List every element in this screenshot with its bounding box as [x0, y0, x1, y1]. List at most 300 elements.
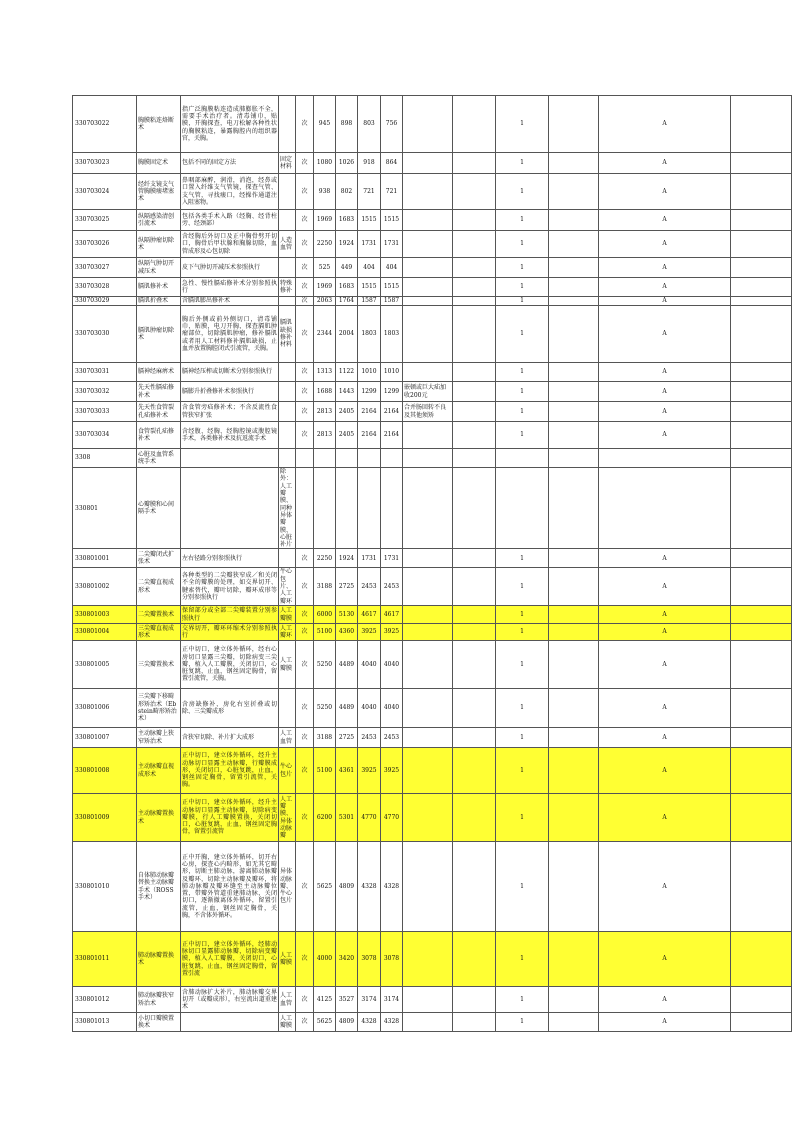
excluded-content: 人工瓣膜	[279, 932, 296, 987]
blank-col	[453, 842, 496, 932]
price-level-4: 1515	[381, 278, 403, 297]
pricing-unit: 次	[296, 278, 314, 297]
price-level-1: 1688	[314, 382, 336, 402]
excluded-content	[279, 363, 296, 382]
item-content	[181, 449, 279, 468]
category-flag: 1	[496, 258, 549, 278]
item-code: 330801010	[73, 842, 137, 932]
category-flag: 1	[496, 306, 549, 363]
note	[403, 278, 453, 297]
note	[403, 468, 453, 549]
blank-col	[731, 794, 792, 842]
price-level-4: 4040	[381, 641, 403, 689]
blank-col	[731, 606, 792, 624]
class-code: A	[599, 932, 731, 987]
category-flag: 1	[496, 624, 549, 641]
price-level-1	[314, 449, 336, 468]
item-name: 膈肌修补术	[137, 278, 181, 297]
item-name: 主动脉瓣置换术	[137, 794, 181, 842]
table-row	[73, 210, 792, 231]
note	[403, 794, 453, 842]
blank-col	[549, 468, 599, 549]
class-code: A	[599, 641, 731, 689]
price-level-3: 404	[358, 258, 381, 278]
price-level-1: 5625	[314, 1013, 336, 1032]
price-table	[72, 95, 792, 1032]
item-content: 含狭窄切除、补片扩大成形	[181, 728, 279, 748]
class-code: A	[599, 278, 731, 297]
price-level-1: 525	[314, 258, 336, 278]
pricing-unit: 次	[296, 153, 314, 174]
item-code: 330801	[73, 468, 137, 549]
category-flag: 1	[496, 231, 549, 258]
blank-col	[453, 549, 496, 568]
excluded-content: 人工瓣膜	[279, 1013, 296, 1032]
blank-col	[549, 174, 599, 210]
pricing-unit: 次	[296, 174, 314, 210]
excluded-content: 膈肌缺损修补材料	[279, 306, 296, 363]
blank-col	[731, 174, 792, 210]
category-flag: 1	[496, 728, 549, 748]
price-level-1: 1969	[314, 278, 336, 297]
price-level-4: 864	[381, 153, 403, 174]
table-row	[73, 728, 792, 748]
item-code: 330801008	[73, 748, 137, 794]
pricing-unit: 次	[296, 422, 314, 449]
blank-col	[549, 748, 599, 794]
pricing-unit: 次	[296, 932, 314, 987]
table-row	[73, 641, 792, 689]
item-content: 正中切口，建立体外循环，经升主动脉切口显露主动脉瓣，切除病变瓣膜，行人工瓣膜置换，关闭切口，心脏复跳，止血，钢丝固定胸骨，留置引流管	[181, 794, 279, 842]
blank-col	[453, 153, 496, 174]
pricing-unit	[296, 468, 314, 549]
blank-col	[453, 306, 496, 363]
item-content	[181, 468, 279, 549]
item-content: 指广泛胸膜粘连造成肺膨胀不全，需要手术治疗者。清毒铺巾，贴膜，开胸探查，电刀松解各种性状的胸膜粘连，暴露胸腔内的组织器官，关胸。	[181, 96, 279, 153]
table-row	[73, 794, 792, 842]
class-code: A	[599, 728, 731, 748]
note	[403, 210, 453, 231]
item-code: 330801013	[73, 1013, 137, 1032]
price-level-1: 5100	[314, 748, 336, 794]
item-code: 330703030	[73, 306, 137, 363]
item-content: 膈膨升折叠修补术参照执行	[181, 382, 279, 402]
price-level-4: 1515	[381, 210, 403, 231]
item-code: 330801002	[73, 568, 137, 606]
price-level-4: 2164	[381, 402, 403, 422]
item-content: 鼻咽部麻醉，润滑，消泡，经鼻或口置入纤维支气管镜，探查气管、支气管，寻找瘘口，经操作通道注入阻塞物。	[181, 174, 279, 210]
excluded-content: 牛心包片、人工瓣环	[279, 568, 296, 606]
table-row	[73, 363, 792, 382]
pricing-unit: 次	[296, 96, 314, 153]
pricing-unit: 次	[296, 987, 314, 1013]
blank-col	[453, 174, 496, 210]
class-code: A	[599, 96, 731, 153]
class-code: A	[599, 748, 731, 794]
pricing-unit: 次	[296, 606, 314, 624]
price-level-1: 4000	[314, 932, 336, 987]
pricing-unit: 次	[296, 402, 314, 422]
table-row	[73, 258, 792, 278]
price-level-4: 4040	[381, 689, 403, 728]
price-level-2: 2405	[336, 422, 358, 449]
category-flag: 1	[496, 402, 549, 422]
category-flag: 1	[496, 606, 549, 624]
price-level-3: 4770	[358, 794, 381, 842]
item-content: 各种类型的二尖瓣狭窄成／和关闭不全的瓣膜的处理，如交界切开、腱索替代，瓣叶切除，瓣环成形等分别参照执行	[181, 568, 279, 606]
table-row	[73, 568, 792, 606]
price-level-1: 2344	[314, 306, 336, 363]
note	[403, 624, 453, 641]
item-code: 330801004	[73, 624, 137, 641]
item-code: 330703026	[73, 231, 137, 258]
blank-col	[731, 306, 792, 363]
class-code: A	[599, 231, 731, 258]
blank-col	[549, 382, 599, 402]
price-level-3: 3174	[358, 987, 381, 1013]
class-code: A	[599, 624, 731, 641]
blank-col	[453, 1013, 496, 1032]
class-code: A	[599, 422, 731, 449]
table-row	[73, 306, 792, 363]
blank-col	[549, 449, 599, 468]
excluded-content: 人工血管	[279, 987, 296, 1013]
excluded-content: 牛心包片	[279, 748, 296, 794]
price-level-2: 1443	[336, 382, 358, 402]
item-code: 330703033	[73, 402, 137, 422]
class-code: A	[599, 1013, 731, 1032]
item-name: 膈神经麻痹术	[137, 363, 181, 382]
pricing-unit: 次	[296, 231, 314, 258]
category-flag: 1	[496, 297, 549, 306]
note	[403, 1013, 453, 1032]
item-name: 自体肺动脉瓣替换主动脉瓣手术（ROSS手术）	[137, 842, 181, 932]
blank-col	[549, 231, 599, 258]
price-level-4: 1731	[381, 549, 403, 568]
item-code: 330801011	[73, 932, 137, 987]
blank-col	[731, 363, 792, 382]
blank-col	[453, 210, 496, 231]
table-row	[73, 422, 792, 449]
pricing-unit: 次	[296, 568, 314, 606]
excluded-content	[279, 449, 296, 468]
price-level-4: 3925	[381, 624, 403, 641]
price-level-1: 6000	[314, 606, 336, 624]
item-content: 胸后外侧或前外侧切口，清毒铺巾，贴膜，电刀开胸，探查膈肌肿瘤部位，切除膈肌肿瘤，修补膈肌或者用人工材料修补膈肌缺损，止血并放置胸腔闭式引流管，关胸。	[181, 306, 279, 363]
category-flag: 1	[496, 568, 549, 606]
excluded-content: 除外：人工瓣膜、同种异体瓣膜、心脏补片	[279, 468, 296, 549]
item-name: 先天性膈疝修补术	[137, 382, 181, 402]
table-row	[73, 606, 792, 624]
blank-col	[453, 297, 496, 306]
blank-col	[731, 1013, 792, 1032]
blank-col	[453, 422, 496, 449]
category-flag: 1	[496, 932, 549, 987]
blank-col	[453, 568, 496, 606]
item-name: 心瓣膜和心间隔手术	[137, 468, 181, 549]
note	[403, 549, 453, 568]
price-level-4: 3078	[381, 932, 403, 987]
item-content: 包括各类手术入路（经胸、经背柱旁、经颈部）	[181, 210, 279, 231]
excluded-content	[279, 549, 296, 568]
item-code: 330703032	[73, 382, 137, 402]
price-level-2: 2725	[336, 568, 358, 606]
table-row	[73, 153, 792, 174]
note: 合并肠回转不良及其他须矫	[403, 402, 453, 422]
pricing-unit	[296, 449, 314, 468]
excluded-content	[279, 689, 296, 728]
item-code: 330703023	[73, 153, 137, 174]
class-code: A	[599, 549, 731, 568]
category-flag	[496, 449, 549, 468]
blank-col	[453, 689, 496, 728]
blank-col	[549, 210, 599, 231]
excluded-content	[279, 258, 296, 278]
excluded-content: 人工瓣环	[279, 624, 296, 641]
price-level-1: 4125	[314, 987, 336, 1013]
blank-col	[453, 987, 496, 1013]
price-level-4	[381, 449, 403, 468]
blank-col	[731, 689, 792, 728]
excluded-content: 固定材料	[279, 153, 296, 174]
pricing-unit: 次	[296, 748, 314, 794]
item-code: 330801012	[73, 987, 137, 1013]
blank-col	[731, 468, 792, 549]
blank-col	[731, 641, 792, 689]
note	[403, 258, 453, 278]
excluded-content: 人工瓣膜	[279, 641, 296, 689]
class-code: A	[599, 297, 731, 306]
class-code: A	[599, 842, 731, 932]
blank-col	[731, 153, 792, 174]
item-name: 肺动脉瓣置换术	[137, 932, 181, 987]
blank-col	[549, 568, 599, 606]
category-flag: 1	[496, 987, 549, 1013]
excluded-content	[279, 96, 296, 153]
pricing-unit: 次	[296, 258, 314, 278]
item-code: 330703027	[73, 258, 137, 278]
price-level-1: 2250	[314, 231, 336, 258]
price-level-3: 2453	[358, 728, 381, 748]
note	[403, 987, 453, 1013]
item-code: 330703028	[73, 278, 137, 297]
price-level-4: 2453	[381, 728, 403, 748]
class-code: A	[599, 794, 731, 842]
note	[403, 842, 453, 932]
blank-col	[731, 624, 792, 641]
price-level-2: 2725	[336, 728, 358, 748]
price-level-2: 2004	[336, 306, 358, 363]
table-row	[73, 382, 792, 402]
price-level-3: 4040	[358, 689, 381, 728]
blank-col	[731, 728, 792, 748]
item-code: 330801001	[73, 549, 137, 568]
item-code: 330801007	[73, 728, 137, 748]
note	[403, 306, 453, 363]
blank-col	[453, 624, 496, 641]
item-content: 正中切口，建立体外循环，经肺动脉切口显露肺动脉瓣，切除病变瓣膜，植入人工瓣膜，关闭切口，心脏复跳，止血，钢丝固定胸骨，留置引流	[181, 932, 279, 987]
item-content: 膈神经压榨或切断术分别参照执行	[181, 363, 279, 382]
blank-col	[549, 297, 599, 306]
price-level-2: 3527	[336, 987, 358, 1013]
blank-col	[453, 449, 496, 468]
item-code: 330703034	[73, 422, 137, 449]
item-name: 先天性食管裂孔疝修补术	[137, 402, 181, 422]
note	[403, 748, 453, 794]
blank-col	[731, 748, 792, 794]
item-name: 三尖瓣置换术	[137, 641, 181, 689]
item-content: 正中切口，建立体外循环，经升主动脉切口显露主动脉瓣，行瓣膜成形，关闭切口，心脏复跳，止血，钢丝固定胸骨，留置引流管，关胸。	[181, 748, 279, 794]
blank-col	[731, 568, 792, 606]
price-level-4: 756	[381, 96, 403, 153]
note	[403, 96, 453, 153]
blank-col	[453, 382, 496, 402]
note	[403, 449, 453, 468]
price-level-2: 449	[336, 258, 358, 278]
item-code: 330703025	[73, 210, 137, 231]
price-level-3: 2453	[358, 568, 381, 606]
pricing-unit: 次	[296, 1013, 314, 1032]
price-level-3: 721	[358, 174, 381, 210]
class-code: A	[599, 382, 731, 402]
price-level-4: 4617	[381, 606, 403, 624]
blank-col	[731, 297, 792, 306]
price-level-4: 2453	[381, 568, 403, 606]
table-row	[73, 231, 792, 258]
pricing-unit: 次	[296, 297, 314, 306]
price-level-3: 4328	[358, 1013, 381, 1032]
price-level-2: 1683	[336, 278, 358, 297]
class-code: A	[599, 402, 731, 422]
note	[403, 606, 453, 624]
excluded-content: 人工瓣膜、异体动脉瓣	[279, 794, 296, 842]
price-level-1: 3188	[314, 728, 336, 748]
price-level-4	[381, 468, 403, 549]
blank-col	[731, 987, 792, 1013]
blank-col	[453, 606, 496, 624]
table-row	[73, 689, 792, 728]
item-name: 肺动脉瓣狭窄矫治术	[137, 987, 181, 1013]
blank-col	[549, 549, 599, 568]
price-level-2	[336, 468, 358, 549]
blank-col	[731, 449, 792, 468]
blank-col	[549, 422, 599, 449]
pricing-unit: 次	[296, 624, 314, 641]
price-level-1: 2813	[314, 422, 336, 449]
price-level-1: 1969	[314, 210, 336, 231]
item-name: 二尖瓣直视成形术	[137, 568, 181, 606]
price-level-3	[358, 468, 381, 549]
excluded-content: 异体动脉瓣、牛心包片	[279, 842, 296, 932]
item-name: 纵隔肿瘤切除术	[137, 231, 181, 258]
table-row	[73, 468, 792, 549]
price-level-4: 1010	[381, 363, 403, 382]
class-code: A	[599, 153, 731, 174]
price-level-4: 4328	[381, 842, 403, 932]
price-level-2: 5301	[336, 794, 358, 842]
price-level-1: 945	[314, 96, 336, 153]
price-level-2: 4809	[336, 842, 358, 932]
note	[403, 153, 453, 174]
price-level-1: 2813	[314, 402, 336, 422]
category-flag: 1	[496, 842, 549, 932]
item-name: 膈肌折叠术	[137, 297, 181, 306]
item-content: 含肺动脉扩大补片，肺动脉瓣交界切开（或瓣成形），右室流出道重建术	[181, 987, 279, 1013]
category-flag: 1	[496, 153, 549, 174]
blank-col	[453, 794, 496, 842]
excluded-content	[279, 402, 296, 422]
price-level-2: 898	[336, 96, 358, 153]
item-code: 330703022	[73, 96, 137, 153]
price-level-1	[314, 468, 336, 549]
price-level-4: 2164	[381, 422, 403, 449]
price-level-2	[336, 449, 358, 468]
price-level-1: 5100	[314, 624, 336, 641]
class-code	[599, 468, 731, 549]
price-level-2: 1924	[336, 231, 358, 258]
pricing-unit: 次	[296, 363, 314, 382]
item-name: 胸膜固定术	[137, 153, 181, 174]
blank-col	[549, 258, 599, 278]
item-content: 包括不同的固定方法	[181, 153, 279, 174]
item-content: 皮下气肿切开减压术参照执行	[181, 258, 279, 278]
blank-col	[731, 932, 792, 987]
class-code: A	[599, 306, 731, 363]
blank-col	[549, 728, 599, 748]
price-level-3: 1803	[358, 306, 381, 363]
price-level-2: 5130	[336, 606, 358, 624]
blank-col	[453, 278, 496, 297]
class-code: A	[599, 568, 731, 606]
excluded-content: 人造血管	[279, 231, 296, 258]
category-flag: 1	[496, 422, 549, 449]
price-level-4: 1299	[381, 382, 403, 402]
category-flag: 1	[496, 794, 549, 842]
price-level-3: 1010	[358, 363, 381, 382]
excluded-content: 特殊修补	[279, 278, 296, 297]
category-flag: 1	[496, 689, 549, 728]
price-level-4: 3174	[381, 987, 403, 1013]
price-level-4: 721	[381, 174, 403, 210]
price-level-2: 4489	[336, 689, 358, 728]
blank-col	[453, 468, 496, 549]
price-level-3: 2164	[358, 402, 381, 422]
price-level-1: 2250	[314, 549, 336, 568]
item-content: 含房缺修补、房化右室折叠或切除、三尖瓣成形	[181, 689, 279, 728]
blank-col	[453, 96, 496, 153]
item-content: 左右径路分别参照执行	[181, 549, 279, 568]
item-content: 含经腹、经胸、经胸腔镜或腹腔镜手术，各类修补术及抗返流手术	[181, 422, 279, 449]
blank-col	[549, 689, 599, 728]
item-code: 330703024	[73, 174, 137, 210]
blank-col	[549, 932, 599, 987]
item-content	[181, 1013, 279, 1032]
item-name: 食管裂孔疝修补术	[137, 422, 181, 449]
item-content: 含膈肌膨出修补术	[181, 297, 279, 306]
blank-col	[453, 932, 496, 987]
pricing-unit: 次	[296, 794, 314, 842]
category-flag: 1	[496, 363, 549, 382]
price-level-2: 4361	[336, 748, 358, 794]
price-level-1: 938	[314, 174, 336, 210]
blank-col	[731, 422, 792, 449]
price-level-3: 4617	[358, 606, 381, 624]
table-row	[73, 449, 792, 468]
price-level-3: 803	[358, 96, 381, 153]
price-level-3: 1515	[358, 210, 381, 231]
class-code	[599, 449, 731, 468]
price-level-3	[358, 449, 381, 468]
